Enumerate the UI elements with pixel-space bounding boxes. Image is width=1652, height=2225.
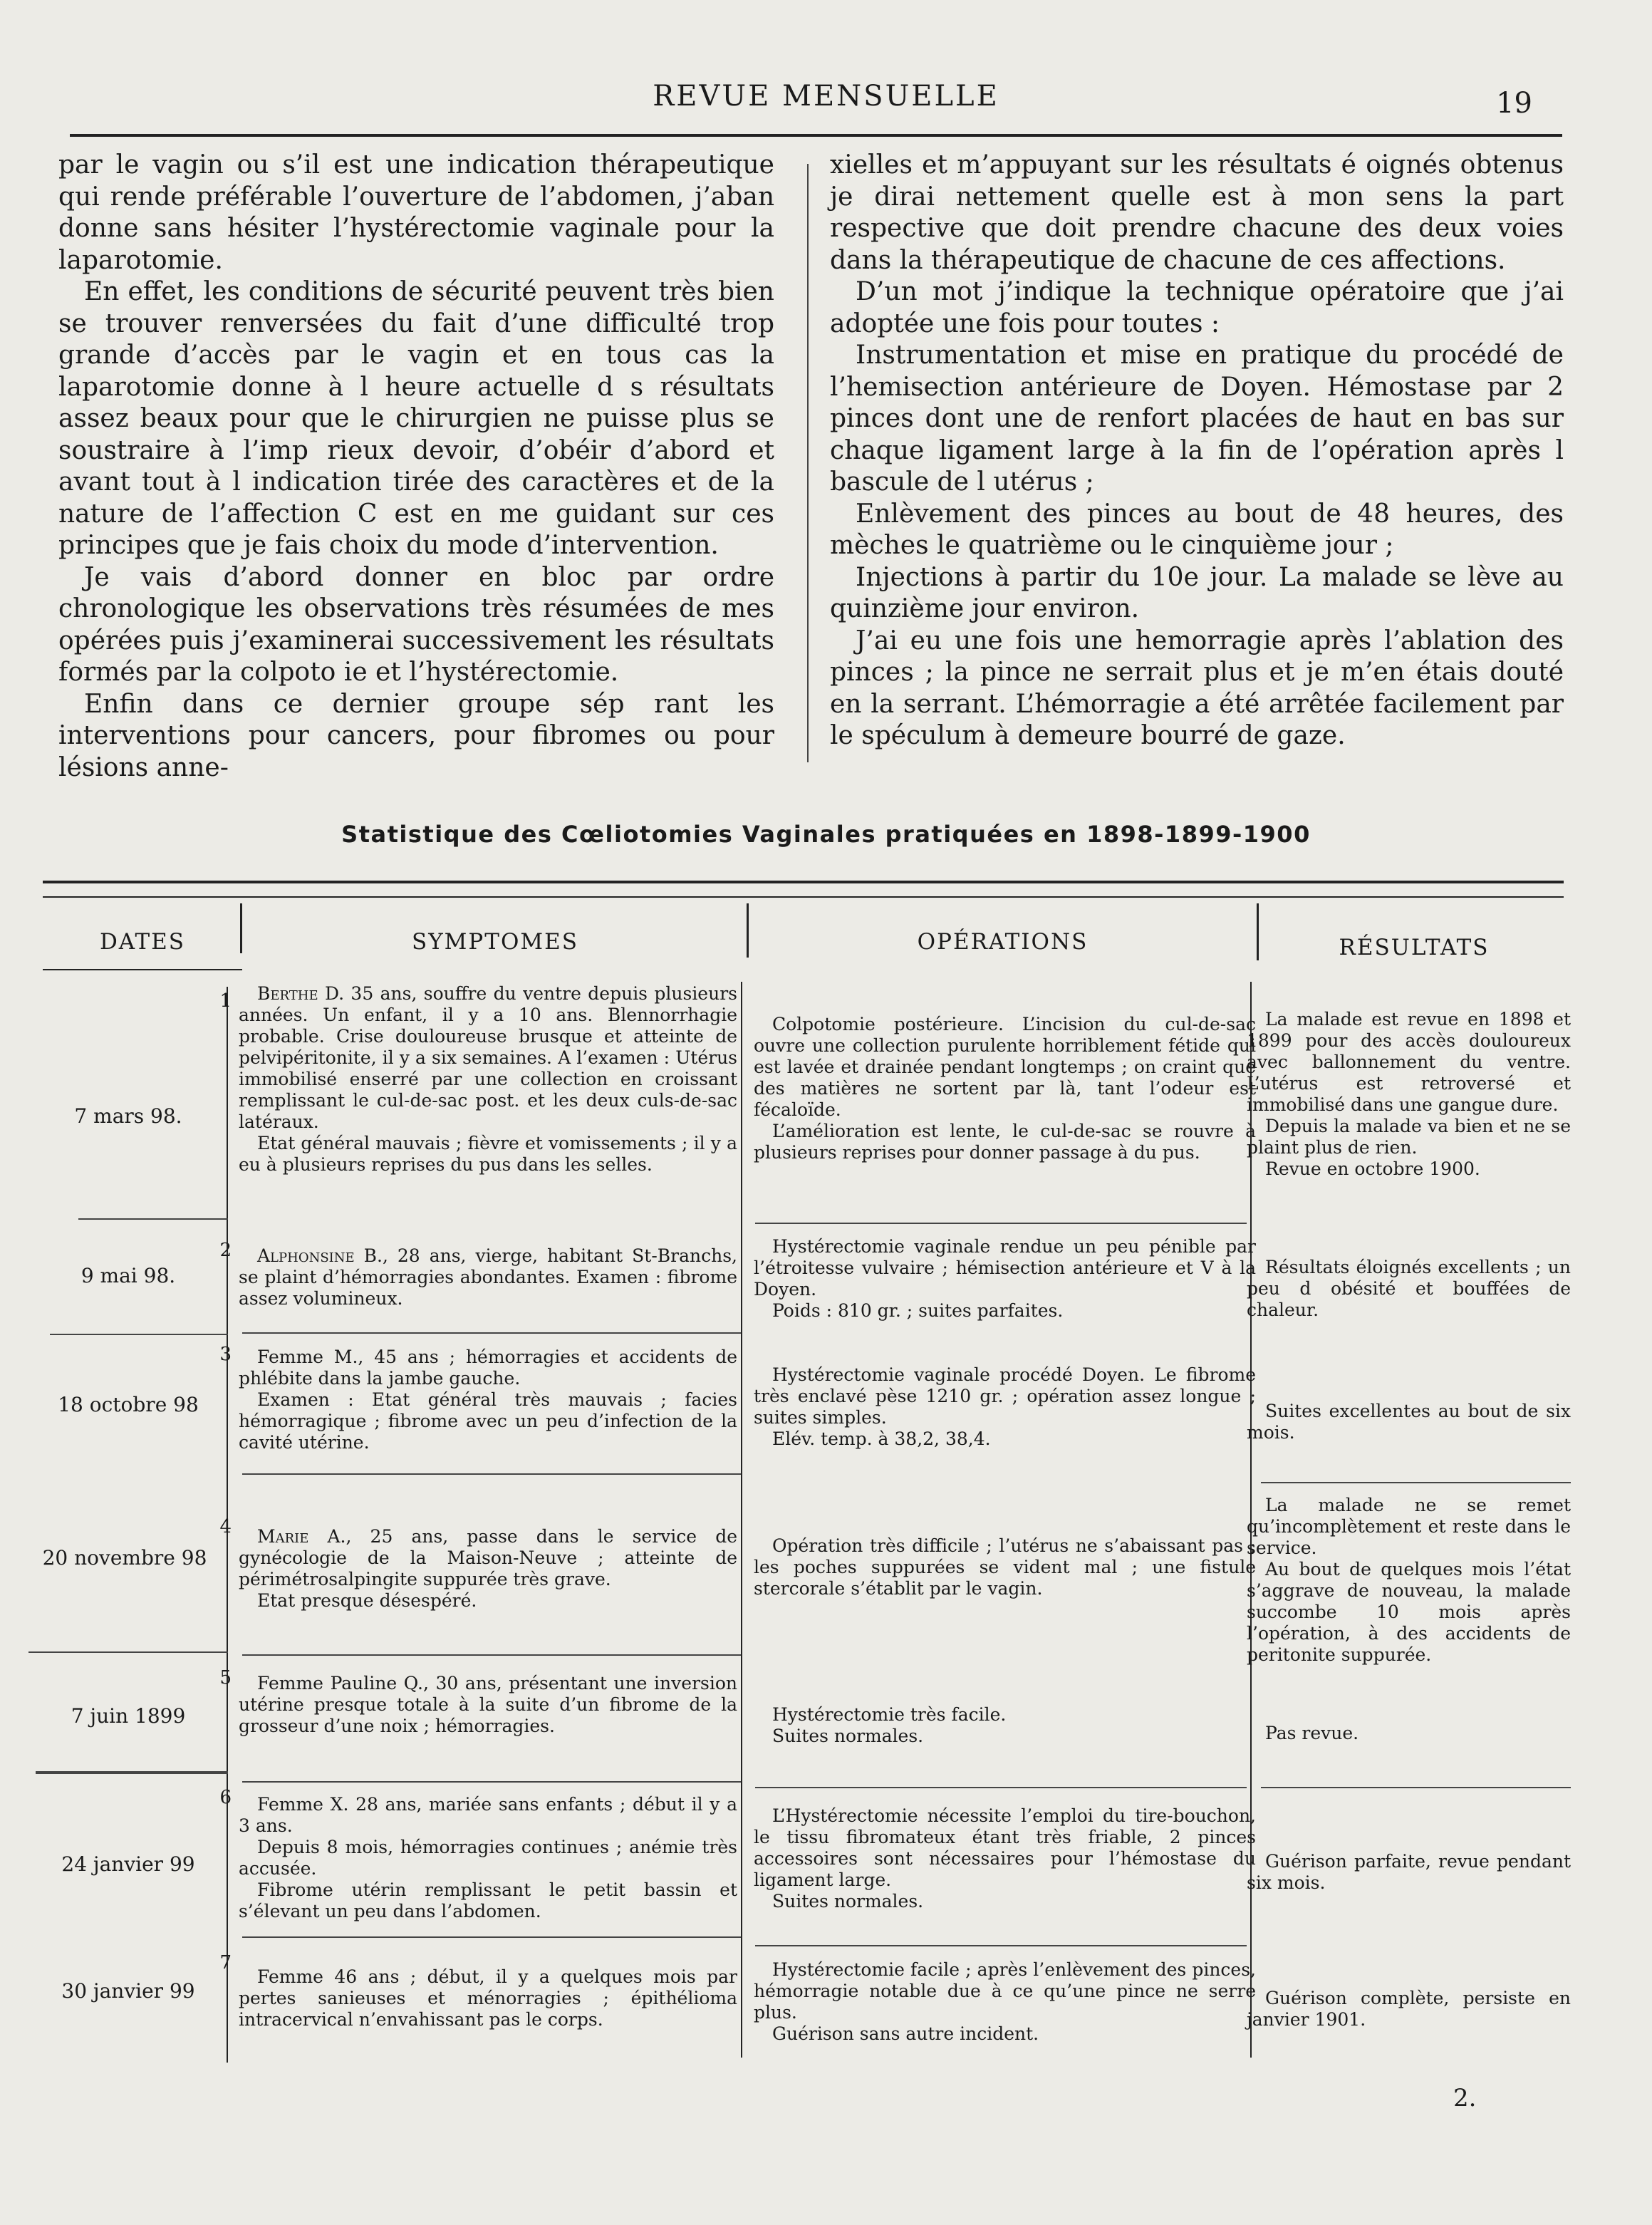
row-separator [1261, 1482, 1571, 1483]
row-results [1247, 1009, 1571, 1180]
row-results [1247, 1257, 1571, 1321]
symptoms-text: Depuis 8 mois, hémorragies continues ; anémie très accusée. [239, 1837, 737, 1879]
operations-text: Elév. temp. à 38,2, 38,4. [772, 1428, 991, 1449]
results-text: Résultats éloignés excellents ; un peu d obésité et bouffées de chaleur. [1247, 1257, 1571, 1320]
row-number: 4 [219, 1516, 232, 1537]
symptoms-text: Examen : Etat général très mauvais ; facies hémorragique ; fibrome avec un peu d’infection de la cavité utérine. [239, 1389, 737, 1453]
operations-text: Hystérectomie très facile. [772, 1704, 1007, 1725]
symptoms-text: Etat presque désespéré. [257, 1590, 477, 1611]
results-text: La malade ne se remet qu’incomplètement et reste dans le service. [1247, 1495, 1571, 1558]
row-number: 2 [219, 1240, 232, 1261]
row-symptoms [239, 1673, 737, 1737]
paragraph: Enlèvement des pinces au bout de 48 heures, des mèches le quatrième ou le cinquième jour ; [830, 499, 1564, 560]
table-top-rule [43, 881, 1564, 883]
results-text: Guérison parfaite, revue pendant six mois. [1247, 1851, 1571, 1893]
operations-text: L’Hystérectomie nécessite l’emploi du tire-bouchon, le tissu fibromateux étant très friable, 2 pinces accessoires sont nécessaires pour l’hémostase du ligament large. [754, 1805, 1256, 1890]
row-separator [755, 1787, 1247, 1788]
column-header-results: RÉSULTATS [1339, 935, 1490, 960]
row-separator [242, 1473, 741, 1475]
row-date: 30 janvier 99 [61, 1979, 195, 2003]
row-number: 7 [219, 1952, 232, 1974]
row-operations [754, 1535, 1256, 1599]
operations-text: Colpotomie postérieure. L’incision du cul-de-sac ouvre une collection purulente horriblement fétide qui est lavée et drainée pendant longtemps ; on craint que des matières ne sortent par là, tant l’odeur est fécaloïde. [754, 1014, 1256, 1120]
row-results [1247, 1851, 1571, 1894]
operations-text: L’amélioration est lente, le cul-de-sac se rouvre à plusieurs reprises pour donner passage à du pus. [754, 1121, 1256, 1163]
body-divider-symptoms [741, 982, 742, 2058]
paragraph: Je vais d’abord donner en bloc par ordre chronologique les observations très résumées de mes opérées puis j’examinerai successivement les résultats formés par la colpoto ie et l’hystérectomie. [58, 562, 774, 687]
row-separator [242, 1781, 741, 1783]
header-divider [240, 903, 242, 953]
paragraph: En effet, les conditions de sécurité peuvent très bien se trouver renversées du fait d’une difficulté trop grande d’accès par le vagin et en tous cas la laparotomie donne à l heure actuelle d s résultats assez beaux pour que le chirurgien ne puisse plus se soustraire à l’imp rieux devoir, d’obéir d’abord et avant tout à l indication tirée des caractères et de la nature de l’affection C est en me guidant sur ces principes que je fais choix du mode d’intervention. [58, 277, 774, 560]
paragraph: xielles et m’appuyant sur les résultats é oignés obtenus je dirai nettement quelle est à mon sens la part respective que doit prendre chacune des deux voies dans la thérapeutique de chacune de ces affections. [830, 150, 1564, 275]
operations-text: Suites normales. [772, 1891, 924, 1912]
row-operations [754, 1805, 1256, 1912]
row-separator [242, 1936, 741, 1938]
running-header: REVUE MENSUELLE [653, 80, 999, 113]
row-results [1247, 1723, 1571, 1744]
paragraph: D’un mot j’indique la technique opératoire que j’ai adoptée une fois pour toutes : [830, 277, 1564, 338]
header-divider [747, 903, 749, 958]
operations-text: Poids : 810 gr. ; suites parfaites. [772, 1300, 1064, 1321]
operations-text: Hystérectomie vaginale rendue un peu pénible par l’étroitesse vulvaire ; hémisection antérieure et V à la Doyen. [754, 1236, 1256, 1300]
row-symptoms [239, 983, 737, 1176]
row-date: 24 janvier 99 [61, 1852, 195, 1876]
symptoms-text: 35 ans, souffre du ventre depuis plusieurs années. Un enfant, il y a 10 ans. Blennorrhagie probable. Crise douloureuse brusque et atteinte de pelvipéritonite, il y a six semaines. A l’examen : Utérus immobilisé enserré par une collection en croissant remplissant le cul-de-sac post. et les deux culs-de-sac latéraux. [239, 983, 737, 1132]
table-title: Statistique des Cœliotomies Vaginales pratiquées en 1898-1899-1900 [341, 821, 1311, 848]
row-separator [50, 1334, 228, 1335]
row-operations [754, 1364, 1256, 1450]
right-text-column [830, 150, 1564, 752]
header-divider [1257, 903, 1259, 960]
symptoms-text: Femme X. 28 ans, mariée sans enfants ; début il y a 3 ans. [239, 1794, 737, 1836]
row-symptoms [239, 1347, 737, 1453]
symptoms-text: , 28 ans, vierge, habitant St-Branchs, se plaint d’hémorragies abondantes. Examen : fibrome assez volumineux. [239, 1245, 737, 1309]
operations-text: Suites normales. [772, 1726, 924, 1746]
symptoms-text: Femme Pauline Q., 30 ans, présentant une inversion utérine presque totale à la suite d’un fibrome de la grosseur d’une noix ; hémorragies. [239, 1673, 737, 1736]
row-number: 3 [219, 1344, 232, 1365]
results-text: Au bout de quelques mois l’état s’aggrave de nouveau, la malade succombe 10 mois après l’opération, à des accidents de peritonite suppurée. [1247, 1559, 1571, 1665]
paragraph: Instrumentation et mise en pratique du procédé de l’hemisection antérieure de Doyen. Hémostase par 2 pinces dont une de renfort placées de haut en bas sur chaque ligament large à la fin de l’opération après l bascule de l utérus ; [830, 341, 1564, 497]
row-number: 1 [219, 990, 232, 1012]
row-separator [36, 1771, 228, 1774]
row-symptoms [239, 1966, 737, 2030]
row-results [1247, 1401, 1571, 1443]
patient-name: Alphonsine B. [257, 1245, 383, 1266]
row-separator [28, 1651, 228, 1653]
patient-name: Marie A. [257, 1526, 346, 1547]
operations-text: Opération très difficile ; l’utérus ne s’abaissant pas ; les poches suppurées se vident mal ; une fistule stercorale s’établit par le vagin. [754, 1535, 1256, 1599]
row-results [1247, 1495, 1571, 1666]
operations-text: Hystérectomie facile ; après l’enlèvement des pinces, hémorragie notable due à ce qu’une pince ne serre plus. [754, 1959, 1256, 2023]
row-separator [242, 1332, 741, 1334]
row-symptoms [239, 1794, 737, 1922]
operations-text: Guérison sans autre incident. [772, 2023, 1039, 2044]
results-text: La malade est revue en 1898 et 1899 pour des accès douloureux avec ballonnement du ventre. L’utérus est retroversé et immobilisé dans une gangue dure. [1247, 1009, 1571, 1115]
column-header-operations: OPÉRATIONS [917, 929, 1089, 955]
paragraph: Enfin dans ce dernier groupe sép rant les interventions pour cancers, pour fibromes ou pour lésions anne- [58, 689, 774, 782]
operations-text: Hystérectomie vaginale procédé Doyen. Le fibrome très enclavé pèse 1210 gr. ; opération assez longue ; suites simples. [754, 1364, 1256, 1428]
left-text-column [58, 150, 774, 784]
results-text: Revue en octobre 1900. [1265, 1158, 1480, 1179]
results-text: Guérison complète, persiste en janvier 1901. [1247, 1988, 1571, 2030]
results-text: Depuis la malade va bien et ne se plaint plus de rien. [1247, 1116, 1571, 1158]
table-top-rule-thin [43, 896, 1564, 898]
symptoms-text: Femme 46 ans ; début, il y a quelques mois par pertes sanieuses et ménorragies ; épithélioma intracervical n’envahissant pas le corps. [239, 1966, 737, 2030]
paragraph: J’ai eu une fois une hemorragie après l’ablation des pinces ; la pince ne serrait plus et je m’en étais douté en la serrant. L’hémorragie a été arrêtée facilement par le spéculum à demeure bourré de gaze. [830, 626, 1564, 750]
row-separator [755, 1223, 1247, 1224]
row-symptoms [239, 1526, 737, 1612]
column-divider [807, 164, 809, 762]
symptoms-text: Etat général mauvais ; fièvre et vomissements ; il y a eu à plusieurs reprises du pus dans les selles. [239, 1133, 737, 1175]
symptoms-text: Femme M., 45 ans ; hémorragies et accidents de phlébite dans la jambe gauche. [239, 1347, 737, 1389]
row-results [1247, 1988, 1571, 2030]
signature-mark: 2. [1453, 2084, 1477, 2112]
row-operations [754, 1014, 1256, 1163]
row-number: 5 [219, 1667, 232, 1689]
patient-name: Berthe D. [257, 983, 345, 1004]
row-operations [754, 1959, 1256, 2045]
symptoms-text: , 25 ans, passe dans le service de gynécologie de la Maison-Neuve ; atteinte de périmétrosalpingite suppurée très grave. [239, 1526, 737, 1589]
paragraph: par le vagin ou s’il est une indication thérapeutique qui rende préférable l’ouverture de l’abdomen, j’aban donne sans hésiter l’hystérectomie vaginale pour la laparotomie. [58, 150, 774, 275]
column-header-symptoms: SYMPTOMES [411, 929, 578, 955]
row-separator [78, 1218, 228, 1220]
row-symptoms [239, 1245, 737, 1309]
paragraph: Injections à partir du 10e jour. La malade se lève au quinzième jour environ. [830, 562, 1564, 623]
row-date: 9 mai 98. [80, 1264, 176, 1287]
row-separator [1261, 1787, 1571, 1788]
row-separator [755, 1945, 1247, 1946]
row-number: 6 [219, 1787, 232, 1808]
header-rule [70, 134, 1562, 137]
row-date: 18 octobre 98 [58, 1393, 199, 1416]
row-separator [242, 1654, 741, 1656]
row-operations [754, 1236, 1256, 1322]
row-date: 7 mars 98. [74, 1104, 182, 1128]
results-text: Suites excellentes au bout de six mois. [1247, 1401, 1571, 1443]
page-number: 19 [1496, 87, 1532, 120]
row-operations [754, 1704, 1256, 1747]
row-date: 7 juin 1899 [71, 1704, 186, 1728]
row-date: 20 novembre 98 [42, 1546, 207, 1570]
symptoms-text: Fibrome utérin remplissant le petit bassin et s’élevant un peu dans l’abdomen. [239, 1879, 737, 1921]
column-header-dates: DATES [99, 929, 186, 955]
header-bottom-rule [43, 969, 242, 970]
results-text: Pas revue. [1265, 1723, 1359, 1743]
